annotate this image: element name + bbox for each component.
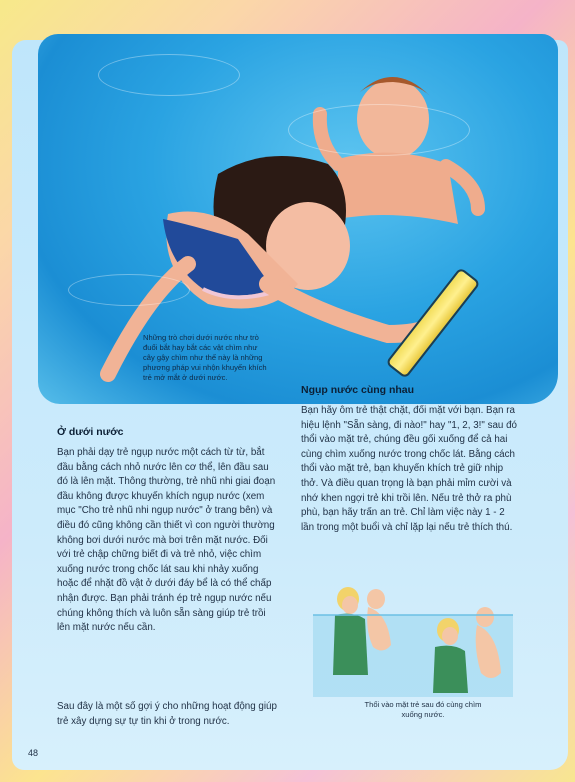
parent-child-illustration	[313, 585, 513, 697]
girl-arm	[268, 284, 433, 334]
section-title-dunking-together: Ngụp nước cùng nhau	[301, 384, 415, 396]
illustration-caption: Thổi vào mặt trẻ sau đó cùng chìm xuống nước.	[364, 700, 482, 719]
photo-caption: Những trò chơi dưới nước như trò đuổi bắt hay bắt các vật chìm như cây gậy chìm như thế này là những phương pháp vui nhộn khuyến khích trẻ mở mắt ở dưới nước.	[143, 333, 267, 382]
section-body-tips: Sau đây là một số gợi ý cho những hoạt động giúp trẻ xây dựng sự tự tin khi ở trong nước.	[57, 701, 277, 727]
water-ripple	[98, 54, 240, 96]
child-head	[367, 589, 385, 609]
section-title-underwater: Ở dưới nước	[57, 426, 124, 438]
mother-swimsuit	[333, 614, 368, 675]
water-ripple	[68, 274, 190, 306]
underwater-photo	[38, 34, 558, 404]
page-number: 48	[28, 748, 39, 758]
water-ripple	[288, 104, 470, 156]
section-body-underwater: Bạn phải dạy trẻ ngụp nước một cách từ từ, bắt đầu bằng cách nhỏ nước lên cơ thể, lên đầu sau đó là lên mặt. Thông thường, trẻ nhũ nhi giai đoạn đầu không được khuyến khích ngụp nước (xem mục "Cho trẻ nhũ nhi ngụp nước" ở trang bên) và điều đó cũng không cần thiết vì con người thường không bơi dưới nước mà bơi trên mặt nước. Đối với trẻ chập chững biết đi và trẻ nhỏ, việc chìm xuống nước trong chốc lát sau khi nhảy xuống hoặc để nhặt đồ vật ở dưới đáy bể là có thể chấp nhận được. Bạn phải tránh ép trẻ ngụp nước nếu chúng không thích và luôn sẵn sàng giúp trẻ trồi lên mặt nước nếu cần.	[57, 447, 276, 634]
section-body-dunking-together: Bạn hãy ôm trẻ thật chặt, đối mặt với bạn. Bạn ra hiệu lệnh "Sẵn sàng, đi nào!" hay "1, 2, 3!" sau đó thổi vào mặt trẻ, chúng đều gối xuống để cả hai cùng chìm xuống nước trong chốc lát. Bằng cách thổi vào mặt trẻ, bạn khuyến khích trẻ giữ nhịp thở. Và điều quan trọng là bạn phải mỉm cười và nhớ khen ngợi trẻ khi trồi lên. Nếu trẻ thở ra phù phù, bạn hãy trấn an trẻ. Chỉ làm việc này 1 - 2 lần trong một buổi và chỉ lặp lại nếu trẻ thích thú.	[301, 405, 517, 533]
children-swimming-illustration	[38, 34, 558, 404]
